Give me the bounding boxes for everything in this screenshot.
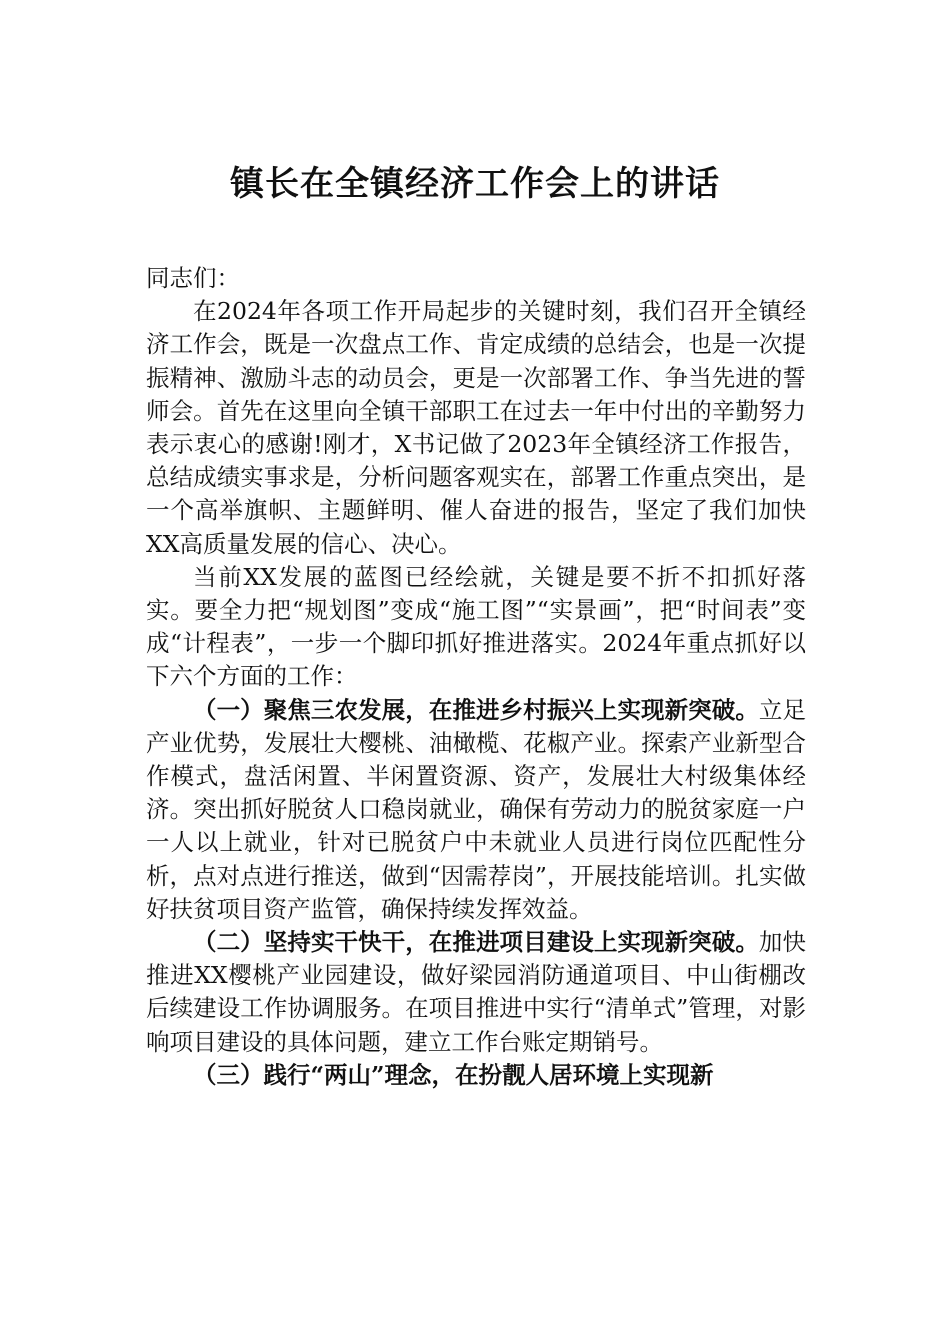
- section-text: 立足产业优势，发展壮大樱桃、油橄榄、花椒产业。探索产业新型合作模式，盘活闲置、半闲置资源、资产，发展壮大村级集体经济。突出抓好脱贫人口稳岗就业，确保有劳动力的脱贫家庭一户一人以上就业，针对已脱贫户中未就业人员进行岗位匹配性分析，点对点进行推送，做到“因需荐岗”，开展技能培训。扎实做好扶贫项目资产监管，确保持续发挥效益。: [146, 695, 807, 923]
- section-paragraph: [146, 694, 806, 926]
- document-body: [146, 262, 806, 1092]
- body-paragraph: 在2024年各项工作开局起步的关键时刻，我们召开全镇经济工作会，既是一次盘点工作、肯定成绩的总结会，也是一次提振精神、激励斗志的动员会，更是一次部署工作、争当先进的誓师会。首先在这里向全镇干部职工在过去一年中付出的辛勤努力表示衷心的感谢!刚才，X书记做了2023年全镇经济工作报告，总结成绩实事求是，分析问题客观实在，部署工作重点突出，是一个高举旗帜、主题鲜明、催人奋进的报告，坚定了我们加快XX高质量发展的信心、决心。: [146, 297, 806, 558]
- section-paragraph: [146, 1059, 806, 1092]
- section-heading: （一）聚焦三农发展，在推进乡村振兴上实现新突破。: [193, 695, 759, 724]
- body-paragraph: 当前XX发展的蓝图已经绘就，关键是要不折不扣抓好落实。要全力把“规划图”变成“施工图”“实景画”，把“时间表”变成“计程表”，一步一个脚印抓好推进落实。2024年重点抓好以下六个方面的工作：: [146, 562, 806, 691]
- section-paragraph: [146, 926, 806, 1059]
- document-title: 镇长在全镇经济工作会上的讲话: [230, 164, 720, 204]
- salutation: 同志们：: [146, 264, 240, 292]
- section-heading: （二）坚持实干快干，在推进项目建设上实现新突破。: [193, 928, 759, 957]
- section-text: 加快推进XX樱桃产业园建设，做好梁园消防通道项目、中山街棚改后续建设工作协调服务。在项目推进中实行“清单式”管理，对影响项目建设的具体问题，建立工作台账定期销号。: [146, 928, 807, 1056]
- section-heading: （三）践行“两山”理念，在扮靓人居环境上实现新: [193, 1060, 714, 1089]
